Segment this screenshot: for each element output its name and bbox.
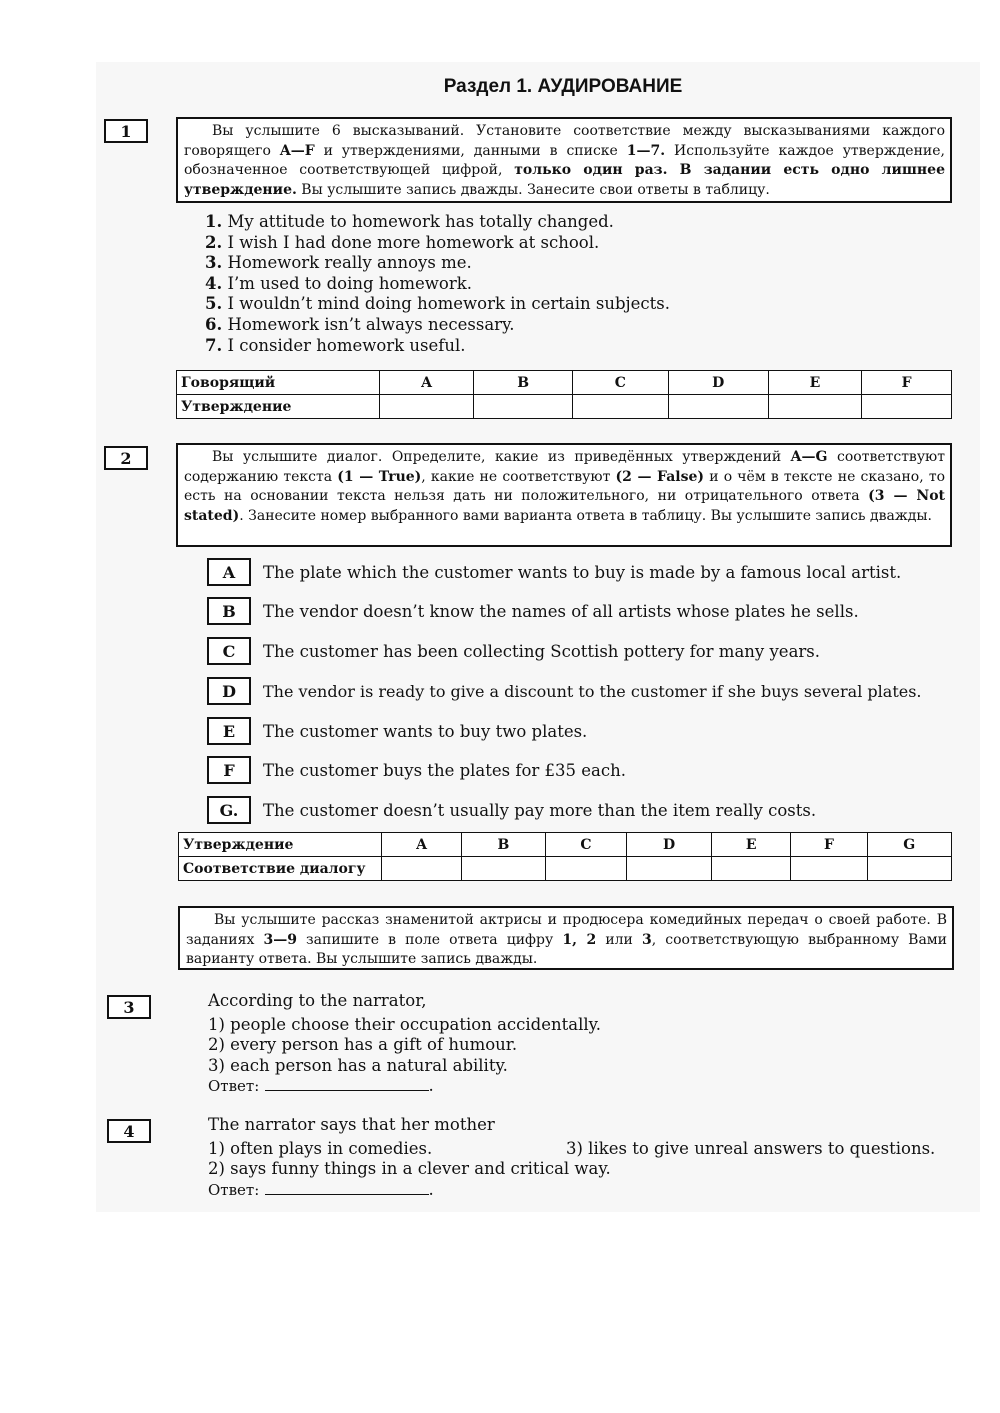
option-row-a — [207, 557, 901, 587]
task1-answer-table — [176, 370, 952, 419]
answer-label: Ответ: — [208, 1077, 260, 1095]
answer-cell-f[interactable] — [862, 395, 952, 419]
table-header-cell: A — [380, 371, 474, 395]
instr-bold: (1 — True) — [337, 468, 422, 485]
instr-text: и о чём в тексте не сказано, то есть на основании текста нельзя дать ни положительного, ни отрицательного ответа — [184, 468, 946, 504]
list-item — [205, 212, 670, 233]
option-letter-box: D — [207, 677, 251, 705]
instr-text: запишите в поле ответа цифру — [296, 931, 563, 948]
answer-option: 2) says funny things in a clever and critical way. — [208, 1159, 611, 1178]
table-row-label: Говорящий — [177, 371, 380, 395]
statement-text: I wouldn’t mind doing homework in certain subjects. — [227, 294, 671, 314]
instr-text: Вы услышите запись дважды. Занесите свои ответы в таблицу. — [296, 181, 770, 198]
instr-bold: A—F — [279, 142, 315, 159]
option-row-f — [207, 755, 626, 785]
option-letter-box: C — [207, 637, 251, 665]
answer-line-row — [208, 1076, 601, 1097]
option-text: The customer buys the plates for £35 each. — [263, 760, 626, 780]
answer-option: 1) people choose their occupation accidentally. — [208, 1014, 602, 1034]
answer-field[interactable] — [265, 1180, 429, 1195]
table-header-cell: D — [627, 833, 712, 857]
list-item — [205, 274, 670, 295]
table-header-cell: E — [712, 833, 791, 857]
instr-text: или — [596, 931, 642, 948]
task-number-3: 3 — [107, 995, 151, 1019]
option-letter-box: A — [207, 558, 251, 586]
answer-label: Ответ: — [208, 1180, 260, 1199]
table-row-label: Утверждение — [177, 395, 380, 419]
option-text: The vendor doesn’t know the names of all artists whose plates he sells. — [263, 601, 859, 621]
task1-instruction — [176, 117, 952, 203]
table-header-cell: F — [791, 833, 867, 857]
instr-text: и утверждениями, данными в списке — [314, 142, 627, 159]
task4-question — [208, 1115, 935, 1200]
instr-text: соответствуют содержанию текста — [184, 449, 945, 485]
instr-text: . Занесите номер выбранного вами варианта ответа в таблицу. Вы услышите запись дважды. — [239, 507, 932, 524]
instr-bold: (3 — Not stated) — [184, 488, 945, 524]
list-item — [205, 336, 670, 357]
statement-number: 4. — [205, 273, 223, 293]
statement-text: Homework isn’t always necessary. — [227, 314, 515, 334]
option-text: The vendor is ready to give a discount to the customer if she buys several plates. — [263, 681, 922, 701]
answer-line-row — [208, 1180, 935, 1201]
task-number-1: 1 — [104, 119, 148, 143]
instr-text: , соответствующую выбранному Вами варианту ответа. Вы услышите запись дважды. — [186, 931, 948, 967]
table-header-cell: E — [768, 371, 861, 395]
instr-text: Используйте каждое утверждение, обозначенное соответствующей цифрой, — [184, 142, 945, 178]
answer-option: 1) often plays in comedies. — [208, 1138, 433, 1158]
statement-number: 5. — [205, 294, 223, 314]
answer-cell-d[interactable] — [627, 857, 712, 881]
instr-bold: только один раз. В задании есть одно лишнее утверждение. — [184, 162, 945, 198]
answer-period: . — [428, 1076, 434, 1095]
option-row-b — [207, 596, 859, 626]
task-number-2: 2 — [104, 446, 148, 470]
option-text: The customer wants to buy two plates. — [263, 721, 588, 741]
answer-cell-e[interactable] — [768, 395, 861, 419]
table-row — [177, 395, 952, 419]
task3-question — [208, 991, 601, 1097]
statement-number: 2. — [205, 232, 223, 252]
table-row-label: Утверждение — [179, 833, 382, 857]
task2-instruction — [176, 443, 952, 547]
statement-number: 1. — [205, 212, 223, 231]
option-row-d — [207, 676, 922, 706]
option-row-c — [207, 636, 820, 666]
option-text: The plate which the customer wants to buy is made by a famous local artist. — [263, 562, 902, 582]
instr-bold: 1, 2 — [562, 931, 597, 948]
section-title: Раздел 1. АУДИРОВАНИЕ — [443, 76, 683, 97]
option-row-g — [207, 795, 816, 825]
table-row — [179, 857, 952, 881]
statement-text: Homework really annoys me. — [227, 253, 472, 273]
answer-cell-b[interactable] — [474, 395, 573, 419]
option-letter-box: B — [207, 597, 251, 625]
instr-bold: 3—9 — [263, 931, 297, 948]
option-row-e — [207, 716, 587, 746]
table-header-cell: B — [474, 371, 573, 395]
table-header-cell: F — [862, 371, 952, 395]
answer-option: 2) every person has a gift of humour. — [208, 1035, 518, 1054]
answer-option: 3) likes to give unreal answers to questions. — [566, 1138, 936, 1158]
instr-bold: (2 — False) — [615, 468, 705, 485]
answer-options-row — [208, 1139, 935, 1160]
statement-text: I’m used to doing homework. — [227, 273, 472, 293]
table-header-cell: C — [545, 833, 626, 857]
instr-text: Вы услышите 6 высказываний. Установите соответствие между высказываниями каждого говорящего — [184, 123, 945, 159]
statement-text: I wish I had done more homework at school. — [227, 232, 600, 252]
question-stem: According to the narrator, — [208, 991, 427, 1010]
table-header-cell: D — [668, 371, 768, 395]
answer-cell-c[interactable] — [545, 857, 626, 881]
answer-period: . — [428, 1179, 434, 1199]
question-stem: The narrator says that her mother — [208, 1115, 495, 1134]
table-row — [179, 833, 952, 857]
instr-bold: 1—7. — [626, 142, 666, 159]
table-header-cell: C — [573, 371, 669, 395]
answer-cell-c[interactable] — [573, 395, 669, 419]
answer-cell-d[interactable] — [668, 395, 768, 419]
table-header-cell: G — [867, 833, 951, 857]
table-row-label: Соответствие диалогу — [179, 857, 382, 881]
statement-number: 6. — [205, 314, 223, 334]
answer-cell-g[interactable] — [867, 857, 951, 881]
statement-number: 7. — [205, 335, 223, 355]
option-letter-box: E — [207, 717, 251, 745]
list-item — [205, 233, 670, 254]
answer-cell-a[interactable] — [380, 395, 474, 419]
statement-number: 3. — [205, 253, 223, 273]
instr-bold: A—G — [790, 449, 828, 465]
answer-field[interactable] — [265, 1076, 429, 1091]
table-row — [177, 371, 952, 395]
answer-cell-a[interactable] — [382, 857, 462, 881]
answer-cell-b[interactable] — [462, 857, 546, 881]
table-header-cell: B — [462, 833, 546, 857]
list-item — [205, 294, 670, 315]
instr-text: Вы услышите рассказ знаменитой актрисы и продюсера комедийных передач о своей работе. В заданиях — [186, 912, 947, 948]
answer-option: 3) each person has a natural ability. — [208, 1055, 508, 1075]
statement-text: I consider homework useful. — [227, 335, 466, 355]
list-item — [205, 253, 670, 274]
option-text: The customer has been collecting Scottish pottery for many years. — [263, 641, 821, 661]
answer-cell-e[interactable] — [712, 857, 791, 881]
statement-text: My attitude to homework has totally changed. — [227, 212, 614, 231]
option-text: The customer doesn’t usually pay more than the item really costs. — [263, 800, 817, 820]
option-letter-box: F — [207, 756, 251, 784]
tasks-3-9-instruction — [178, 906, 954, 970]
instr-bold: 3 — [641, 931, 652, 948]
instr-text: , какие не соответствуют — [421, 468, 616, 485]
task1-statements — [205, 212, 670, 356]
list-item — [205, 315, 670, 336]
table-header-cell: A — [382, 833, 462, 857]
option-letter-box: G. — [207, 796, 251, 824]
task2-answer-table — [178, 832, 952, 881]
instr-text: Вы услышите диалог. Определите, какие из приведённых утверждений — [212, 449, 791, 465]
task-number-4: 4 — [107, 1119, 151, 1143]
answer-cell-f[interactable] — [791, 857, 867, 881]
